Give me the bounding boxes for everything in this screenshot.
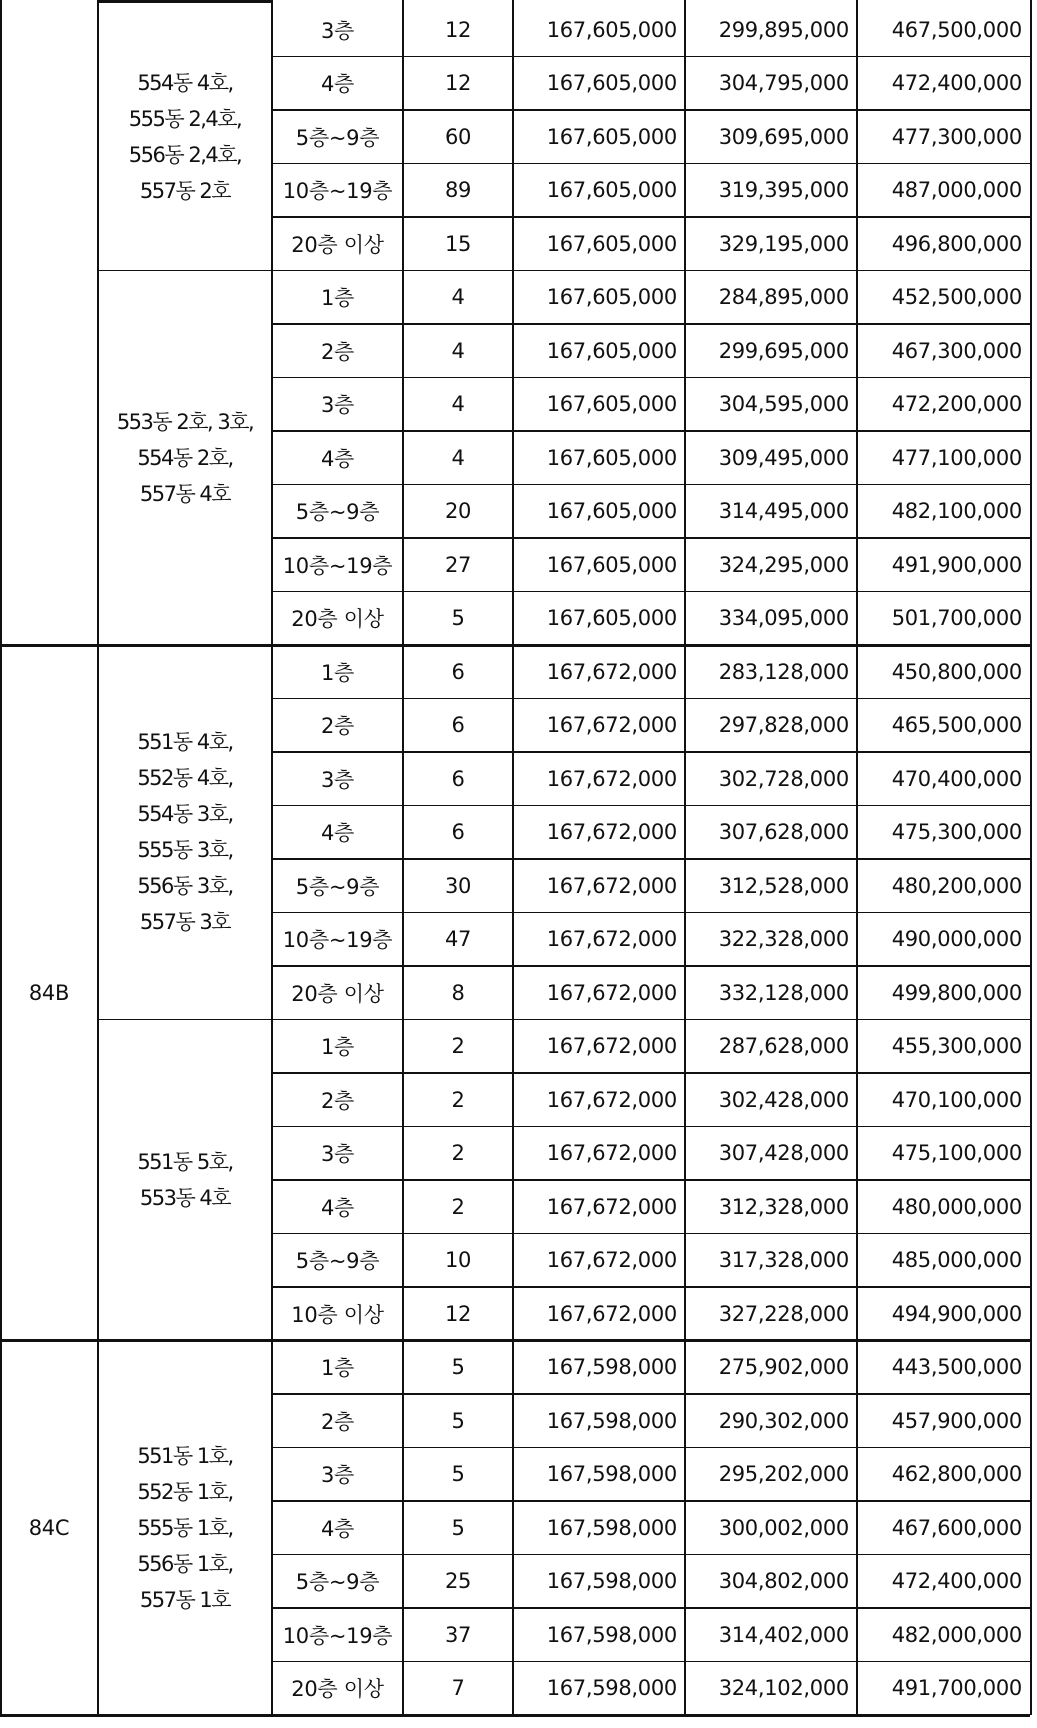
col-divider bbox=[271, 0, 273, 1715]
floor-cell: 20층 이상 bbox=[291, 981, 384, 1006]
total-price-cell: 499,800,000 bbox=[891, 980, 1022, 1005]
land-price-cell: 167,672,000 bbox=[546, 927, 677, 952]
floor-cell: 4층 bbox=[320, 446, 355, 471]
floor-cell: 5층~9층 bbox=[295, 1249, 380, 1274]
building-price-cell: 295,202,000 bbox=[718, 1462, 849, 1487]
units-cell: 2 bbox=[451, 1087, 465, 1112]
floor-cell: 4층 bbox=[320, 1195, 355, 1220]
row-divider bbox=[272, 216, 1030, 218]
units-cell: 7 bbox=[451, 1676, 465, 1701]
floor-cell: 1층 bbox=[320, 1356, 355, 1381]
floor-cell: 5층~9층 bbox=[295, 1570, 380, 1595]
total-price-cell: 467,500,000 bbox=[891, 17, 1022, 42]
total-price-cell: 482,100,000 bbox=[891, 499, 1022, 524]
building-line: 554동 2호, bbox=[137, 445, 233, 470]
row-divider bbox=[272, 56, 1030, 58]
row-divider bbox=[272, 1286, 1030, 1288]
building-price-cell: 329,195,000 bbox=[718, 231, 849, 256]
units-cell: 37 bbox=[444, 1622, 472, 1647]
floor-cell: 1층 bbox=[320, 660, 355, 685]
building-price-cell: 304,595,000 bbox=[718, 392, 849, 417]
total-price-cell: 467,600,000 bbox=[891, 1515, 1022, 1540]
units-cell: 4 bbox=[451, 445, 465, 470]
building-price-cell: 314,495,000 bbox=[718, 499, 849, 524]
land-price-cell: 167,598,000 bbox=[546, 1569, 677, 1594]
building-list-cell bbox=[98, 1020, 272, 1341]
total-price-cell: 491,900,000 bbox=[891, 552, 1022, 577]
building-price-cell: 309,695,000 bbox=[718, 124, 849, 149]
land-price-cell: 167,605,000 bbox=[546, 71, 677, 96]
total-price-cell: 457,900,000 bbox=[891, 1408, 1022, 1433]
col-divider bbox=[512, 0, 514, 1715]
col-divider bbox=[856, 0, 858, 1715]
row-divider bbox=[272, 1126, 1030, 1128]
units-cell: 12 bbox=[444, 71, 472, 96]
units-cell: 2 bbox=[451, 1034, 465, 1059]
total-price-cell: 452,500,000 bbox=[891, 285, 1022, 310]
row-divider bbox=[272, 1447, 1030, 1449]
units-cell: 27 bbox=[444, 552, 472, 577]
row-divider bbox=[272, 430, 1030, 432]
total-price-cell: 494,900,000 bbox=[891, 1301, 1022, 1326]
building-price-cell: 312,328,000 bbox=[718, 1194, 849, 1219]
land-price-cell: 167,605,000 bbox=[546, 178, 677, 203]
unit-type-cell bbox=[0, 3, 98, 645]
building-price-cell: 314,402,000 bbox=[718, 1622, 849, 1647]
total-price-cell: 487,000,000 bbox=[891, 178, 1022, 203]
floor-cell: 5층~9층 bbox=[295, 874, 380, 899]
top-border bbox=[98, 0, 272, 3]
land-price-cell: 167,605,000 bbox=[546, 445, 677, 470]
units-cell: 6 bbox=[451, 713, 465, 738]
land-price-cell: 167,605,000 bbox=[546, 338, 677, 363]
units-cell: 89 bbox=[444, 178, 472, 203]
units-cell: 15 bbox=[444, 231, 472, 256]
total-price-cell: 485,000,000 bbox=[891, 1248, 1022, 1273]
building-price-cell: 297,828,000 bbox=[718, 713, 849, 738]
building-price-cell: 324,102,000 bbox=[718, 1676, 849, 1701]
total-price-cell: 472,200,000 bbox=[891, 392, 1022, 417]
building-line: 555동 1호, bbox=[137, 1515, 233, 1540]
units-cell: 4 bbox=[451, 392, 465, 417]
units-cell: 6 bbox=[451, 766, 465, 791]
building-line: 557동 1호 bbox=[139, 1587, 231, 1612]
building-price-cell: 332,128,000 bbox=[718, 980, 849, 1005]
floor-cell: 3층 bbox=[320, 393, 355, 418]
land-price-cell: 167,605,000 bbox=[546, 231, 677, 256]
units-cell: 8 bbox=[451, 980, 465, 1005]
land-price-cell: 167,672,000 bbox=[546, 820, 677, 845]
right-border bbox=[1030, 0, 1032, 1715]
land-price-cell: 167,672,000 bbox=[546, 659, 677, 684]
total-price-cell: 490,000,000 bbox=[891, 927, 1022, 952]
building-price-cell: 327,228,000 bbox=[718, 1301, 849, 1326]
floor-cell: 20층 이상 bbox=[291, 607, 384, 632]
row-divider bbox=[272, 1179, 1030, 1181]
building-price-cell: 283,128,000 bbox=[718, 659, 849, 684]
building-line: 555동 2,4호, bbox=[128, 106, 242, 131]
units-cell: 10 bbox=[444, 1248, 472, 1273]
land-price-cell: 167,598,000 bbox=[546, 1676, 677, 1701]
row-divider bbox=[272, 163, 1030, 165]
building-line: 551동 1호, bbox=[137, 1443, 233, 1468]
building-price-cell: 299,695,000 bbox=[718, 338, 849, 363]
building-price-cell: 302,428,000 bbox=[718, 1087, 849, 1112]
building-line: 557동 2호 bbox=[139, 178, 231, 203]
row-divider bbox=[272, 323, 1030, 325]
units-cell: 25 bbox=[444, 1569, 472, 1594]
row-divider bbox=[272, 537, 1030, 539]
row-divider bbox=[272, 1607, 1030, 1609]
floor-cell: 3층 bbox=[320, 18, 355, 43]
land-price-cell: 167,672,000 bbox=[546, 1034, 677, 1059]
total-price-cell: 455,300,000 bbox=[891, 1034, 1022, 1059]
total-price-cell: 467,300,000 bbox=[891, 338, 1022, 363]
units-cell: 20 bbox=[444, 499, 472, 524]
land-price-cell: 167,598,000 bbox=[546, 1515, 677, 1540]
land-price-cell: 167,605,000 bbox=[546, 392, 677, 417]
building-line: 552동 1호, bbox=[137, 1479, 233, 1504]
floor-cell: 10층 이상 bbox=[291, 1302, 384, 1327]
units-cell: 30 bbox=[444, 873, 472, 898]
group-divider bbox=[98, 270, 1030, 272]
building-price-cell: 290,302,000 bbox=[718, 1408, 849, 1433]
total-price-cell: 480,000,000 bbox=[891, 1194, 1022, 1219]
type-col-divider bbox=[97, 0, 99, 1715]
total-price-cell: 472,400,000 bbox=[891, 71, 1022, 96]
floor-cell: 2층 bbox=[320, 1088, 355, 1113]
building-price-cell: 307,428,000 bbox=[718, 1141, 849, 1166]
row-divider bbox=[272, 858, 1030, 860]
left-border bbox=[0, 0, 2, 1715]
building-line: 556동 1호, bbox=[137, 1551, 233, 1576]
building-line: 552동 4호, bbox=[137, 766, 233, 791]
land-price-cell: 167,672,000 bbox=[546, 1141, 677, 1166]
total-price-cell: 475,300,000 bbox=[891, 820, 1022, 845]
row-divider bbox=[272, 1393, 1030, 1395]
land-price-cell: 167,598,000 bbox=[546, 1622, 677, 1647]
row-divider bbox=[272, 805, 1030, 807]
land-price-cell: 167,672,000 bbox=[546, 980, 677, 1005]
floor-cell: 1층 bbox=[320, 286, 355, 311]
row-divider bbox=[272, 591, 1030, 593]
row-divider bbox=[272, 1072, 1030, 1074]
floor-cell: 3층 bbox=[320, 1142, 355, 1167]
units-cell: 12 bbox=[444, 1301, 472, 1326]
units-cell: 4 bbox=[451, 338, 465, 363]
total-price-cell: 443,500,000 bbox=[891, 1355, 1022, 1380]
land-price-cell: 167,598,000 bbox=[546, 1355, 677, 1380]
land-price-cell: 167,605,000 bbox=[546, 17, 677, 42]
total-price-cell: 477,300,000 bbox=[891, 124, 1022, 149]
section-divider bbox=[0, 644, 1030, 647]
total-price-cell: 450,800,000 bbox=[891, 659, 1022, 684]
units-cell: 47 bbox=[444, 927, 472, 952]
units-cell: 6 bbox=[451, 659, 465, 684]
total-price-cell: 480,200,000 bbox=[891, 873, 1022, 898]
building-line: 556동 3호, bbox=[137, 874, 233, 899]
building-line: 551동 5호, bbox=[137, 1150, 233, 1174]
col-divider bbox=[684, 0, 686, 1715]
land-price-cell: 167,605,000 bbox=[546, 124, 677, 149]
units-cell: 4 bbox=[451, 285, 465, 310]
building-line: 557동 4호 bbox=[139, 481, 231, 506]
total-price-cell: 491,700,000 bbox=[891, 1676, 1022, 1701]
building-list-cell bbox=[98, 271, 272, 646]
building-list-cell bbox=[98, 645, 272, 1020]
floor-cell: 5층~9층 bbox=[295, 500, 380, 525]
floor-cell: 2층 bbox=[320, 339, 355, 364]
building-price-cell: 307,628,000 bbox=[718, 820, 849, 845]
group-divider bbox=[98, 1019, 1030, 1021]
row-divider bbox=[272, 1233, 1030, 1235]
col-divider bbox=[402, 0, 404, 1715]
land-price-cell: 167,598,000 bbox=[546, 1408, 677, 1433]
floor-cell: 1층 bbox=[320, 1035, 355, 1060]
floor-cell: 4층 bbox=[320, 821, 355, 846]
land-price-cell: 167,672,000 bbox=[546, 766, 677, 791]
units-cell: 5 bbox=[451, 1355, 465, 1380]
floor-cell: 10층~19층 bbox=[282, 928, 393, 953]
row-divider bbox=[272, 965, 1030, 967]
building-price-cell: 300,002,000 bbox=[718, 1515, 849, 1540]
floor-cell: 20층 이상 bbox=[291, 1677, 384, 1702]
total-price-cell: 465,500,000 bbox=[891, 713, 1022, 738]
building-price-cell: 317,328,000 bbox=[718, 1248, 849, 1273]
floor-cell: 3층 bbox=[320, 1463, 355, 1488]
building-list-cell bbox=[98, 3, 272, 271]
row-divider bbox=[272, 751, 1030, 753]
row-divider bbox=[272, 1500, 1030, 1502]
land-price-cell: 167,672,000 bbox=[546, 1301, 677, 1326]
unit-type-cell: 84C bbox=[28, 1515, 70, 1540]
units-cell: 5 bbox=[451, 1462, 465, 1487]
land-price-cell: 167,605,000 bbox=[546, 552, 677, 577]
unit-type-cell: 84B bbox=[28, 980, 70, 1005]
total-price-cell: 462,800,000 bbox=[891, 1462, 1022, 1487]
total-price-cell: 475,100,000 bbox=[891, 1141, 1022, 1166]
floor-cell: 20층 이상 bbox=[291, 232, 384, 257]
units-cell: 2 bbox=[451, 1141, 465, 1166]
row-divider bbox=[272, 377, 1030, 379]
building-price-cell: 309,495,000 bbox=[718, 445, 849, 470]
bottom-border bbox=[0, 1714, 1030, 1717]
building-price-cell: 312,528,000 bbox=[718, 873, 849, 898]
building-price-cell: 322,328,000 bbox=[718, 927, 849, 952]
total-price-cell: 472,400,000 bbox=[891, 1569, 1022, 1594]
row-divider bbox=[272, 109, 1030, 111]
floor-cell: 10층~19층 bbox=[282, 1623, 393, 1648]
units-cell: 5 bbox=[451, 1408, 465, 1433]
building-price-cell: 299,895,000 bbox=[718, 17, 849, 42]
row-divider bbox=[272, 1661, 1030, 1663]
total-price-cell: 496,800,000 bbox=[891, 231, 1022, 256]
units-cell: 60 bbox=[444, 124, 472, 149]
units-cell: 12 bbox=[444, 17, 472, 42]
floor-cell: 10층~19층 bbox=[282, 179, 393, 204]
units-cell: 5 bbox=[451, 606, 465, 631]
land-price-cell: 167,605,000 bbox=[546, 606, 677, 631]
land-price-cell: 167,672,000 bbox=[546, 1194, 677, 1219]
row-divider bbox=[272, 484, 1030, 486]
floor-cell: 2층 bbox=[320, 714, 355, 739]
units-cell: 5 bbox=[451, 1515, 465, 1540]
building-line: 554동 4호, bbox=[137, 70, 233, 95]
land-price-cell: 167,605,000 bbox=[546, 285, 677, 310]
building-price-cell: 304,802,000 bbox=[718, 1569, 849, 1594]
floor-cell: 4층 bbox=[320, 1516, 355, 1541]
floor-cell: 4층 bbox=[320, 72, 355, 97]
land-price-cell: 167,672,000 bbox=[546, 1087, 677, 1112]
building-line: 557동 3호 bbox=[139, 910, 231, 935]
building-line: 555동 3호, bbox=[137, 838, 233, 863]
land-price-cell: 167,605,000 bbox=[546, 499, 677, 524]
building-price-cell: 275,902,000 bbox=[718, 1355, 849, 1380]
building-line: 551동 4호, bbox=[137, 730, 233, 755]
units-cell: 6 bbox=[451, 820, 465, 845]
row-divider bbox=[272, 912, 1030, 914]
land-price-cell: 167,598,000 bbox=[546, 1462, 677, 1487]
building-list-cell bbox=[98, 1341, 272, 1716]
building-price-cell: 304,795,000 bbox=[718, 71, 849, 96]
building-price-cell: 302,728,000 bbox=[718, 766, 849, 791]
total-price-cell: 501,700,000 bbox=[891, 606, 1022, 631]
land-price-cell: 167,672,000 bbox=[546, 1248, 677, 1273]
section-divider bbox=[0, 1339, 1030, 1342]
building-price-cell: 284,895,000 bbox=[718, 285, 849, 310]
floor-cell: 3층 bbox=[320, 767, 355, 792]
building-price-cell: 319,395,000 bbox=[718, 178, 849, 203]
building-price-cell: 287,628,000 bbox=[718, 1034, 849, 1059]
building-line: 553동 4호 bbox=[139, 1186, 231, 1210]
floor-cell: 2층 bbox=[320, 1409, 355, 1434]
floor-cell: 5층~9층 bbox=[295, 125, 380, 150]
units-cell: 2 bbox=[451, 1194, 465, 1219]
total-price-cell: 470,400,000 bbox=[891, 766, 1022, 791]
land-price-cell: 167,672,000 bbox=[546, 873, 677, 898]
floor-cell: 10층~19층 bbox=[282, 553, 393, 578]
building-line: 556동 2,4호, bbox=[128, 142, 242, 167]
total-price-cell: 482,000,000 bbox=[891, 1622, 1022, 1647]
total-price-cell: 470,100,000 bbox=[891, 1087, 1022, 1112]
total-price-cell: 477,100,000 bbox=[891, 445, 1022, 470]
building-line: 554동 3호, bbox=[137, 802, 233, 827]
building-price-cell: 334,095,000 bbox=[718, 606, 849, 631]
building-line: 553동 2호, 3호, bbox=[116, 409, 254, 434]
row-divider bbox=[272, 1554, 1030, 1556]
building-price-cell: 324,295,000 bbox=[718, 552, 849, 577]
row-divider bbox=[272, 698, 1030, 700]
land-price-cell: 167,672,000 bbox=[546, 713, 677, 738]
